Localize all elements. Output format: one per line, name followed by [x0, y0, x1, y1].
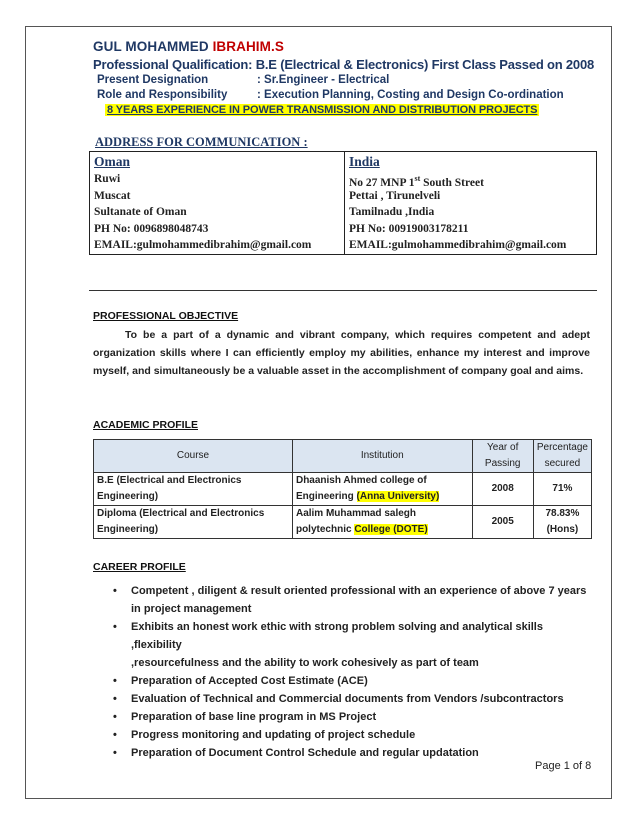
table-row — [94, 473, 592, 506]
bullet-icon: • — [113, 693, 117, 705]
cell-course — [94, 473, 293, 506]
career-line: Evaluation of Technical and Commercial documents from Vendors /subcontractors — [131, 693, 564, 705]
career-title: CAREER PROFILE — [93, 561, 186, 573]
academic-title: ACADEMIC PROFILE — [93, 419, 198, 431]
india-line: Pettai , Tirunelveli — [349, 189, 441, 202]
list-item — [113, 582, 593, 618]
role-key: Role and Responsibility — [97, 89, 228, 101]
cell-institution — [292, 473, 472, 506]
address-title: ADDRESS FOR COMMUNICATION : — [95, 135, 308, 149]
career-line: Preparation of Document Control Schedule and regular updatation — [131, 747, 479, 759]
col-course: Course — [94, 440, 293, 473]
address-oman — [94, 152, 311, 254]
col-pct-l2: secured — [544, 458, 581, 469]
pct-l1: 71% — [552, 483, 573, 494]
oman-line: Sultanate of Oman — [94, 206, 187, 218]
oman-heading: Oman — [94, 154, 131, 169]
list-item — [113, 744, 593, 762]
career-line: Preparation of Accepted Cost Estimate (ACE) — [131, 675, 368, 687]
bullet-icon: • — [113, 729, 117, 741]
bullet-icon: • — [113, 747, 117, 759]
address-india — [349, 152, 566, 254]
career-line: Competent , diligent & result oriented professional with an experience of above 7 years — [131, 585, 587, 597]
india-phone: PH No: 00919003178211 — [349, 222, 469, 235]
bullet-icon: • — [113, 621, 117, 633]
cell-course — [94, 506, 293, 539]
academic-table — [93, 439, 592, 539]
qualification: Professional Qualification: B.E (Electrical & Electronics) First Class Passed on 2008 — [93, 57, 595, 72]
table-row — [94, 506, 592, 539]
candidate-name — [93, 39, 284, 54]
col-year — [472, 440, 533, 473]
experience-highlight: 8 YEARS EXPERIENCE IN POWER TRANSMISSION AND DISTRIBUTION PROJECTS — [107, 104, 538, 116]
cell-year: 2005 — [472, 506, 533, 539]
oman-phone: PH No: 0096898048743 — [94, 222, 209, 235]
career-line: Progress monitoring and updating of project schedule — [131, 729, 416, 741]
designation-row — [97, 74, 389, 86]
page-number: Page 1 of 8 — [535, 760, 592, 772]
list-item — [113, 726, 593, 744]
inst-highlight: College (DOTE) — [354, 524, 428, 535]
inst-l1: Dhaanish Ahmed college of — [295, 475, 427, 486]
objective-text — [93, 326, 590, 380]
objective-body: To be a part of a dynamic and vibrant company, which requires competent and adept organization skills where I can efficiently employ my abilities, enhance my interest and improve myself, and simultaneously be a valuable asset in the accomplishment of company goal and aims. — [93, 329, 590, 377]
india-line1-sup: st — [414, 174, 421, 183]
career-list — [113, 582, 593, 762]
list-item — [113, 672, 593, 690]
col-percentage — [533, 440, 591, 473]
designation-key: Present Designation — [97, 74, 209, 86]
course-l1: Diploma (Electrical and Electronics — [97, 508, 265, 519]
india-line1-pre: No 27 MNP 1 — [349, 176, 415, 189]
list-item — [113, 708, 593, 726]
list-item — [113, 618, 593, 672]
career-line: in project management — [131, 603, 252, 615]
pct-l2: (Hons) — [546, 524, 579, 535]
cell-percentage — [533, 506, 591, 539]
name-first: GUL MOHAMMED — [93, 39, 209, 54]
inst-l2: polytechnic — [295, 524, 355, 535]
india-heading: India — [349, 154, 380, 169]
section-divider — [89, 290, 597, 291]
col-institution: Institution — [292, 440, 472, 473]
india-line — [349, 171, 566, 188]
col-year-l2: Passing — [484, 458, 521, 469]
list-item — [113, 690, 593, 708]
pct-l1: 78.83% — [545, 508, 580, 519]
course-l1: B.E (Electrical and Electronics — [97, 475, 242, 486]
career-line: Preparation of base line program in MS Project — [131, 711, 377, 723]
inst-highlight: (Anna University) — [356, 491, 440, 502]
career-line: Exhibits an honest work ethic with strong problem solving and analytical skills ,flexibility — [131, 621, 543, 651]
india-line: Tamilnadu ,India — [349, 206, 435, 218]
inst-l2: Engineering — [295, 491, 357, 502]
inst-l1: Aalim Muhammad salegh — [295, 508, 416, 519]
india-line1-post: South Street — [420, 176, 484, 189]
oman-email: EMAIL:gulmohammedibrahim@gmail.com — [94, 239, 312, 251]
name-last: IBRAHIM.S — [212, 39, 284, 54]
objective-title: PROFESSIONAL OBJECTIVE — [93, 310, 239, 322]
col-year-l1: Year of — [487, 442, 519, 453]
bullet-icon: • — [113, 675, 117, 687]
table-header-row — [94, 440, 592, 473]
address-divider — [344, 151, 345, 255]
india-email: EMAIL:gulmohammedibrahim@gmail.com — [349, 239, 567, 251]
bullet-icon: • — [113, 585, 117, 597]
bullet-icon: • — [113, 711, 117, 723]
oman-line: Ruwi — [94, 173, 121, 185]
cell-percentage — [533, 473, 591, 506]
role-row — [97, 89, 564, 101]
cell-year: 2008 — [472, 473, 533, 506]
designation-value: : Sr.Engineer - Electrical — [257, 74, 390, 86]
career-line: ,resourcefulness and the ability to work cohesively as part of team — [131, 657, 479, 669]
cell-institution — [292, 506, 472, 539]
course-l2: Engineering) — [97, 491, 159, 502]
col-pct-l1: Percentage — [536, 442, 588, 453]
oman-line: Muscat — [94, 189, 131, 202]
course-l2: Engineering) — [97, 524, 159, 535]
role-value: : Execution Planning, Costing and Design Co-ordination — [257, 89, 564, 101]
